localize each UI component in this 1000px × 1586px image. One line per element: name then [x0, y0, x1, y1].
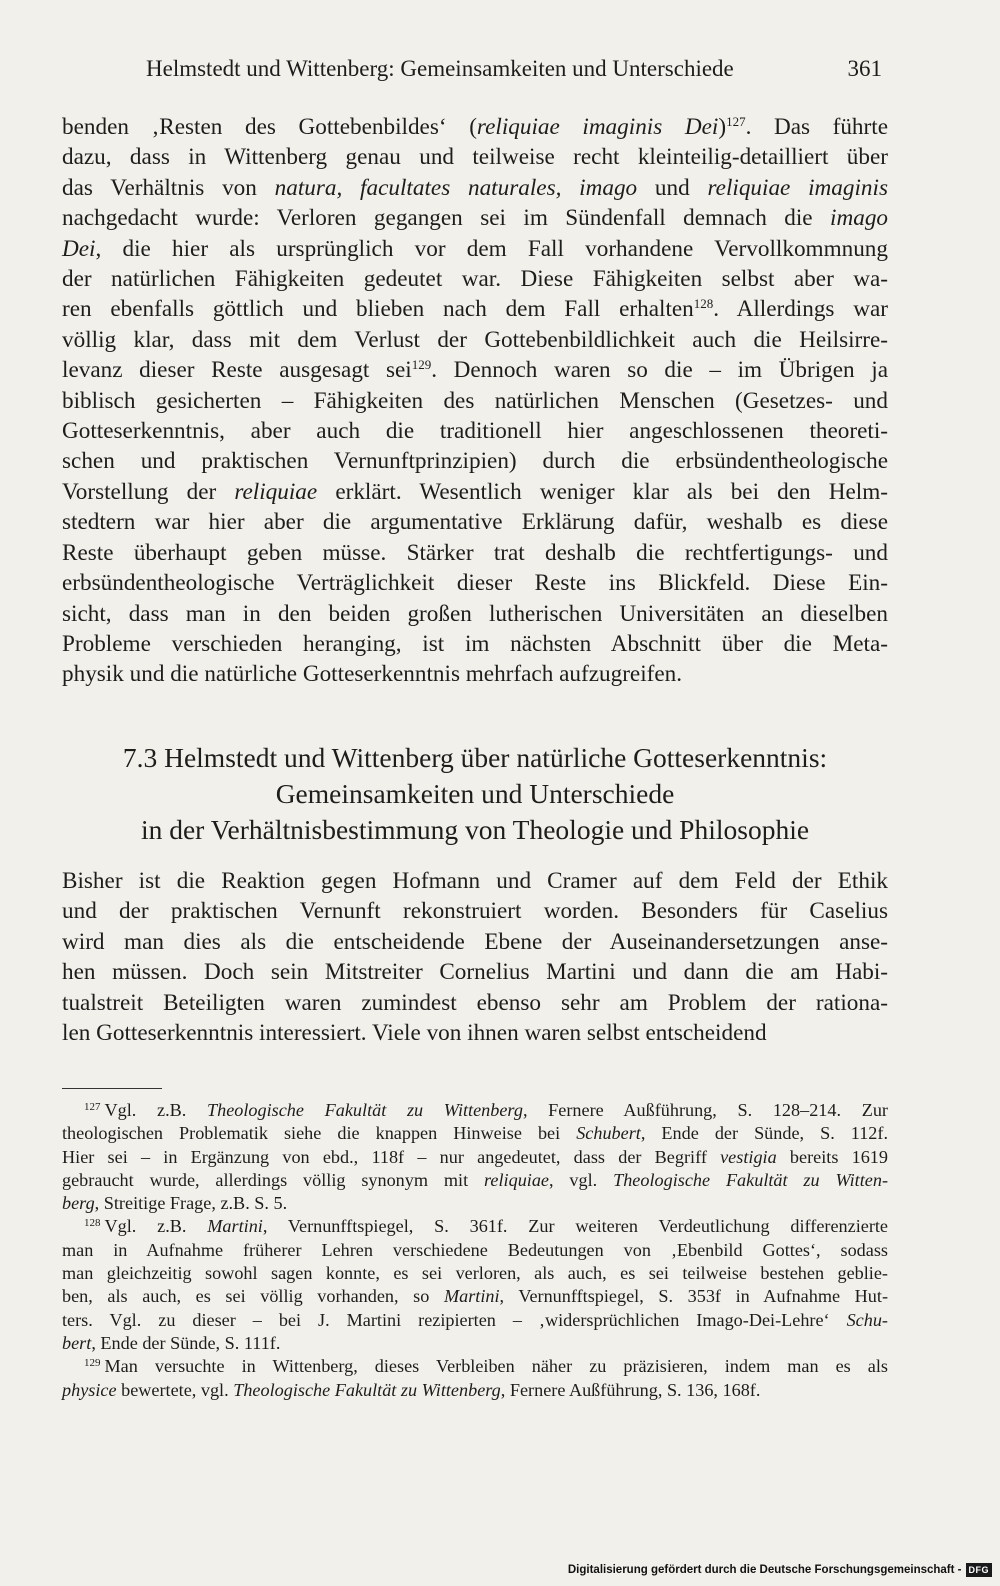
body-paragraph-2 — [62, 866, 888, 1048]
section-heading — [62, 740, 888, 848]
footnote-line: Hier sei – in Ergänzung von ebd., 118f – nur angedeutet, dass der Begriff vestigia bereits 1619 — [62, 1146, 888, 1167]
para1-line: biblisch gesicherten – Fähigkeiten des natürlichen Menschen (Gesetzes- und — [62, 387, 888, 414]
dfg-logo: DFG — [966, 1563, 993, 1577]
page-number: 361 — [847, 56, 882, 81]
para1-line: nachgedacht wurde: Verloren gegangen sei im Sündenfall demnach die imago — [62, 205, 888, 232]
para1-line: Dei, die hier als ursprünglich vor dem Fall vorhandene Vervollkommnung — [62, 235, 888, 262]
para1-line: der natürlichen Fähigkeiten gedeutet war. Diese Fähigkeiten selbst aber wa- — [62, 266, 888, 293]
para1-line: schen und praktischen Vernunftprinzipien) durch die erbsündentheologische — [62, 448, 888, 475]
footnote-number: 127 — [84, 1101, 101, 1113]
para2-line: Bisher ist die Reaktion gegen Hofmann und Cramer auf dem Feld der Ethik — [62, 868, 888, 894]
footnote-128 — [62, 1215, 888, 1355]
footnote-line: gebraucht wurde, allerdings völlig synonym mit reliquiae, vgl. Theologische Fakultät zu Witten- — [62, 1169, 889, 1190]
para1-line: Probleme verschieden heranging, ist im nächsten Abschnitt über die Meta- — [62, 630, 888, 657]
section-heading-line: in der Verhältnisbestimmung von Theologie und Philosophie — [140, 814, 810, 845]
para1-line: ren ebenfalls göttlich und blieben nach dem Fall erhalten$^{128}$. Allerdings war — [62, 296, 888, 323]
footnote-number: 129 — [84, 1357, 101, 1370]
footnote-line: $^{128}$ Vgl. z.B. Martini, Vernunfftspiegel, S. 361f. Zur weiteren Verdeutlichung differenzierte — [84, 1216, 888, 1237]
section-heading-line: Gemeinsamkeiten und Unterschiede — [275, 778, 675, 809]
footnote-line: $^{129}$ Man versuchte in Wittenberg, dieses Verbleiben näher zu präzisieren, indem man es als — [84, 1356, 888, 1377]
para2-line: hen müssen. Doch sein Mitstreiter Cornelius Martini und dann die am Habi- — [62, 959, 888, 986]
para1-line: Gotteserkenntnis, aber auch die traditionell hier angeschlossenen theoreti- — [62, 418, 888, 445]
para2-line: und der praktischen Vernunft rekonstruiert worden. Besonders für Caselius — [62, 898, 888, 925]
footnote-127 — [62, 1099, 888, 1215]
footnote-line: berg, Streitige Frage, z.B. S. 5. — [62, 1193, 288, 1214]
footnote-line: man gleichzeitig sowohl sagen konnte, es sei verloren, als auch, es sei teilweise bestehen geblie- — [62, 1263, 888, 1284]
para1-line: benden ‚Resten des Gottebenbildes‘ (reliquiae imaginis Dei)$^{127}$. Das führte — [62, 114, 888, 140]
footnote-line: ben, als auch, es sei völlig vorhanden, so Martini, Vernunfftspiegel, S. 353f in Aufnahme Hut- — [62, 1286, 889, 1307]
para1-line: Reste überhaupt geben müsse. Stärker trat deshalb die rechtfertigungs- und — [62, 539, 888, 566]
para1-line: stedtern war hier aber die argumentative Erklärung dafür, weshalb es diese — [62, 509, 888, 536]
para1-line: das Verhältnis von natura, facultates naturales, imago und reliquiae imaginis — [62, 174, 888, 201]
footnote-129 — [62, 1355, 888, 1402]
footnote-line: ters. Vgl. zu dieser – bei J. Martini rezipierten – ‚widersprüchlichen Imago-Dei-Lehre‘ Schu- — [62, 1309, 888, 1330]
footnote-line: theologischen Problematik siehe die knappen Hinweise bei Schubert, Ende der Sünde, S. 112f. — [62, 1123, 888, 1144]
para1-line: erbsündentheologische Verträglichkeit dieser Reste ins Blickfeld. Diese Ein- — [62, 570, 888, 597]
footnote-line: physice bewertete, vgl. Theologische Fakultät zu Wittenberg, Fernere Außführung, S. 136, 168f. — [62, 1379, 761, 1400]
footnotes — [62, 1099, 888, 1402]
para1-line: völlig klar, dass mit dem Verlust der Gottebenbildlichkeit auch die Heilsirre- — [62, 326, 888, 353]
footnote-line: $^{127}$ Vgl. z.B. Theologische Fakultät zu Wittenberg, Fernere Außführung, S. 128–214. Zur — [84, 1100, 888, 1120]
digitization-credit — [568, 1560, 992, 1580]
running-title: Helmstedt und Wittenberg: Gemeinsamkeiten und Unterschiede — [146, 56, 734, 81]
body-paragraph-1 — [62, 112, 888, 690]
credit-text: Digitalisierung gefördert durch die Deutsche Forschungsgemeinschaft - — [567, 1564, 962, 1576]
para2-line: wird man dies als die entscheidende Ebene der Auseinandersetzungen anse- — [62, 928, 888, 955]
para1-line: Vorstellung der reliquiae erklärt. Wesentlich weniger klar als bei den Helm- — [62, 478, 888, 505]
para2-line: len Gotteserkenntnis interessiert. Viele von ihnen waren selbst entscheidend — [62, 1020, 767, 1047]
para1-line: levanz dieser Reste ausgesagt sei$^{129}$. Dennoch waren so die – im Übrigen ja — [62, 357, 888, 384]
para1-line: physik und die natürliche Gotteserkenntnis mehrfach aufzugreifen. — [62, 661, 683, 688]
footnote-line: bert, Ende der Sünde, S. 111f. — [62, 1332, 281, 1353]
para1-line: sicht, dass man in den beiden großen lutherischen Universitäten an dieselben — [62, 600, 888, 627]
footnote-number: 128 — [84, 1217, 101, 1230]
para1-line: dazu, dass in Wittenberg genau und teilweise recht kleinteilig-detailliert über — [62, 144, 888, 171]
running-header — [62, 52, 882, 86]
footnote-line: man in Aufnahme früherer Lehren verschiedene Bedeutungen von ‚Ebenbild Gottes‘, sodass — [62, 1239, 888, 1260]
section-heading-line: 7.3 Helmstedt und Wittenberg über natürliche Gotteserkenntnis: — [122, 742, 828, 773]
footnote-separator — [62, 1088, 162, 1089]
para2-line: tualstreit Beteiligten waren zumindest ebenso sehr am Problem der rationa- — [62, 989, 888, 1016]
